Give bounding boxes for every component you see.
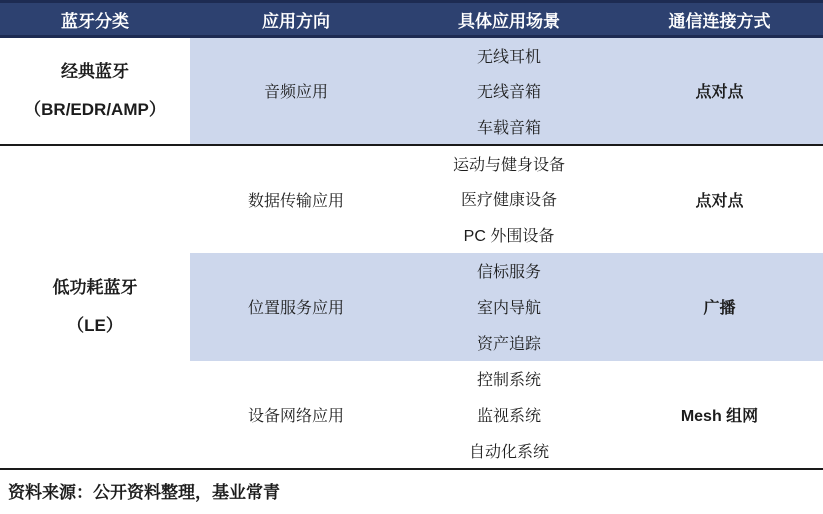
category-cell-le [0,145,190,469]
category-cell-classic [0,37,190,145]
column-header-scenario: 具体应用场景 [402,2,616,37]
scenario-cell: 无线音箱 [402,73,616,109]
scenario-cell: 室内导航 [402,289,616,325]
source-note: 资料来源：公开资料整理，基业常青 [0,470,823,512]
scenario-cell: 信标服务 [402,253,616,289]
column-header-category: 蓝牙分类 [0,2,190,37]
direction-cell: 设备网络应用 [190,361,402,469]
header-row [0,2,823,37]
connection-cell: 广播 [616,253,823,361]
direction-cell: 音频应用 [190,37,402,145]
category-subtitle: （BR/EDR/AMP） [24,99,166,119]
scenario-cell: 无线耳机 [402,37,616,73]
scenario-cell: 医疗健康设备 [402,181,616,217]
scenario-cell: 资产追踪 [402,325,616,361]
table-header [0,2,823,37]
connection-cell: 点对点 [616,37,823,145]
table-row [0,37,823,73]
connection-cell: Mesh 组网 [616,361,823,469]
scenario-cell: 监视系统 [402,397,616,433]
category-name: 低功耗蓝牙 [52,278,138,298]
column-header-connection: 通信连接方式 [616,2,823,37]
direction-cell: 数据传输应用 [190,145,402,253]
category-subtitle: （LE） [67,315,123,335]
category-name: 经典蓝牙 [61,62,129,82]
column-header-direction: 应用方向 [190,2,402,37]
scenario-cell: 车载音箱 [402,109,616,145]
table-row [0,145,823,181]
connection-cell: 点对点 [616,145,823,253]
direction-cell: 位置服务应用 [190,253,402,361]
scenario-cell: 运动与健身设备 [402,145,616,181]
scenario-cell: 自动化系统 [402,433,616,469]
scenario-cell: PC 外围设备 [402,217,616,253]
scenario-cell: 控制系统 [402,361,616,397]
